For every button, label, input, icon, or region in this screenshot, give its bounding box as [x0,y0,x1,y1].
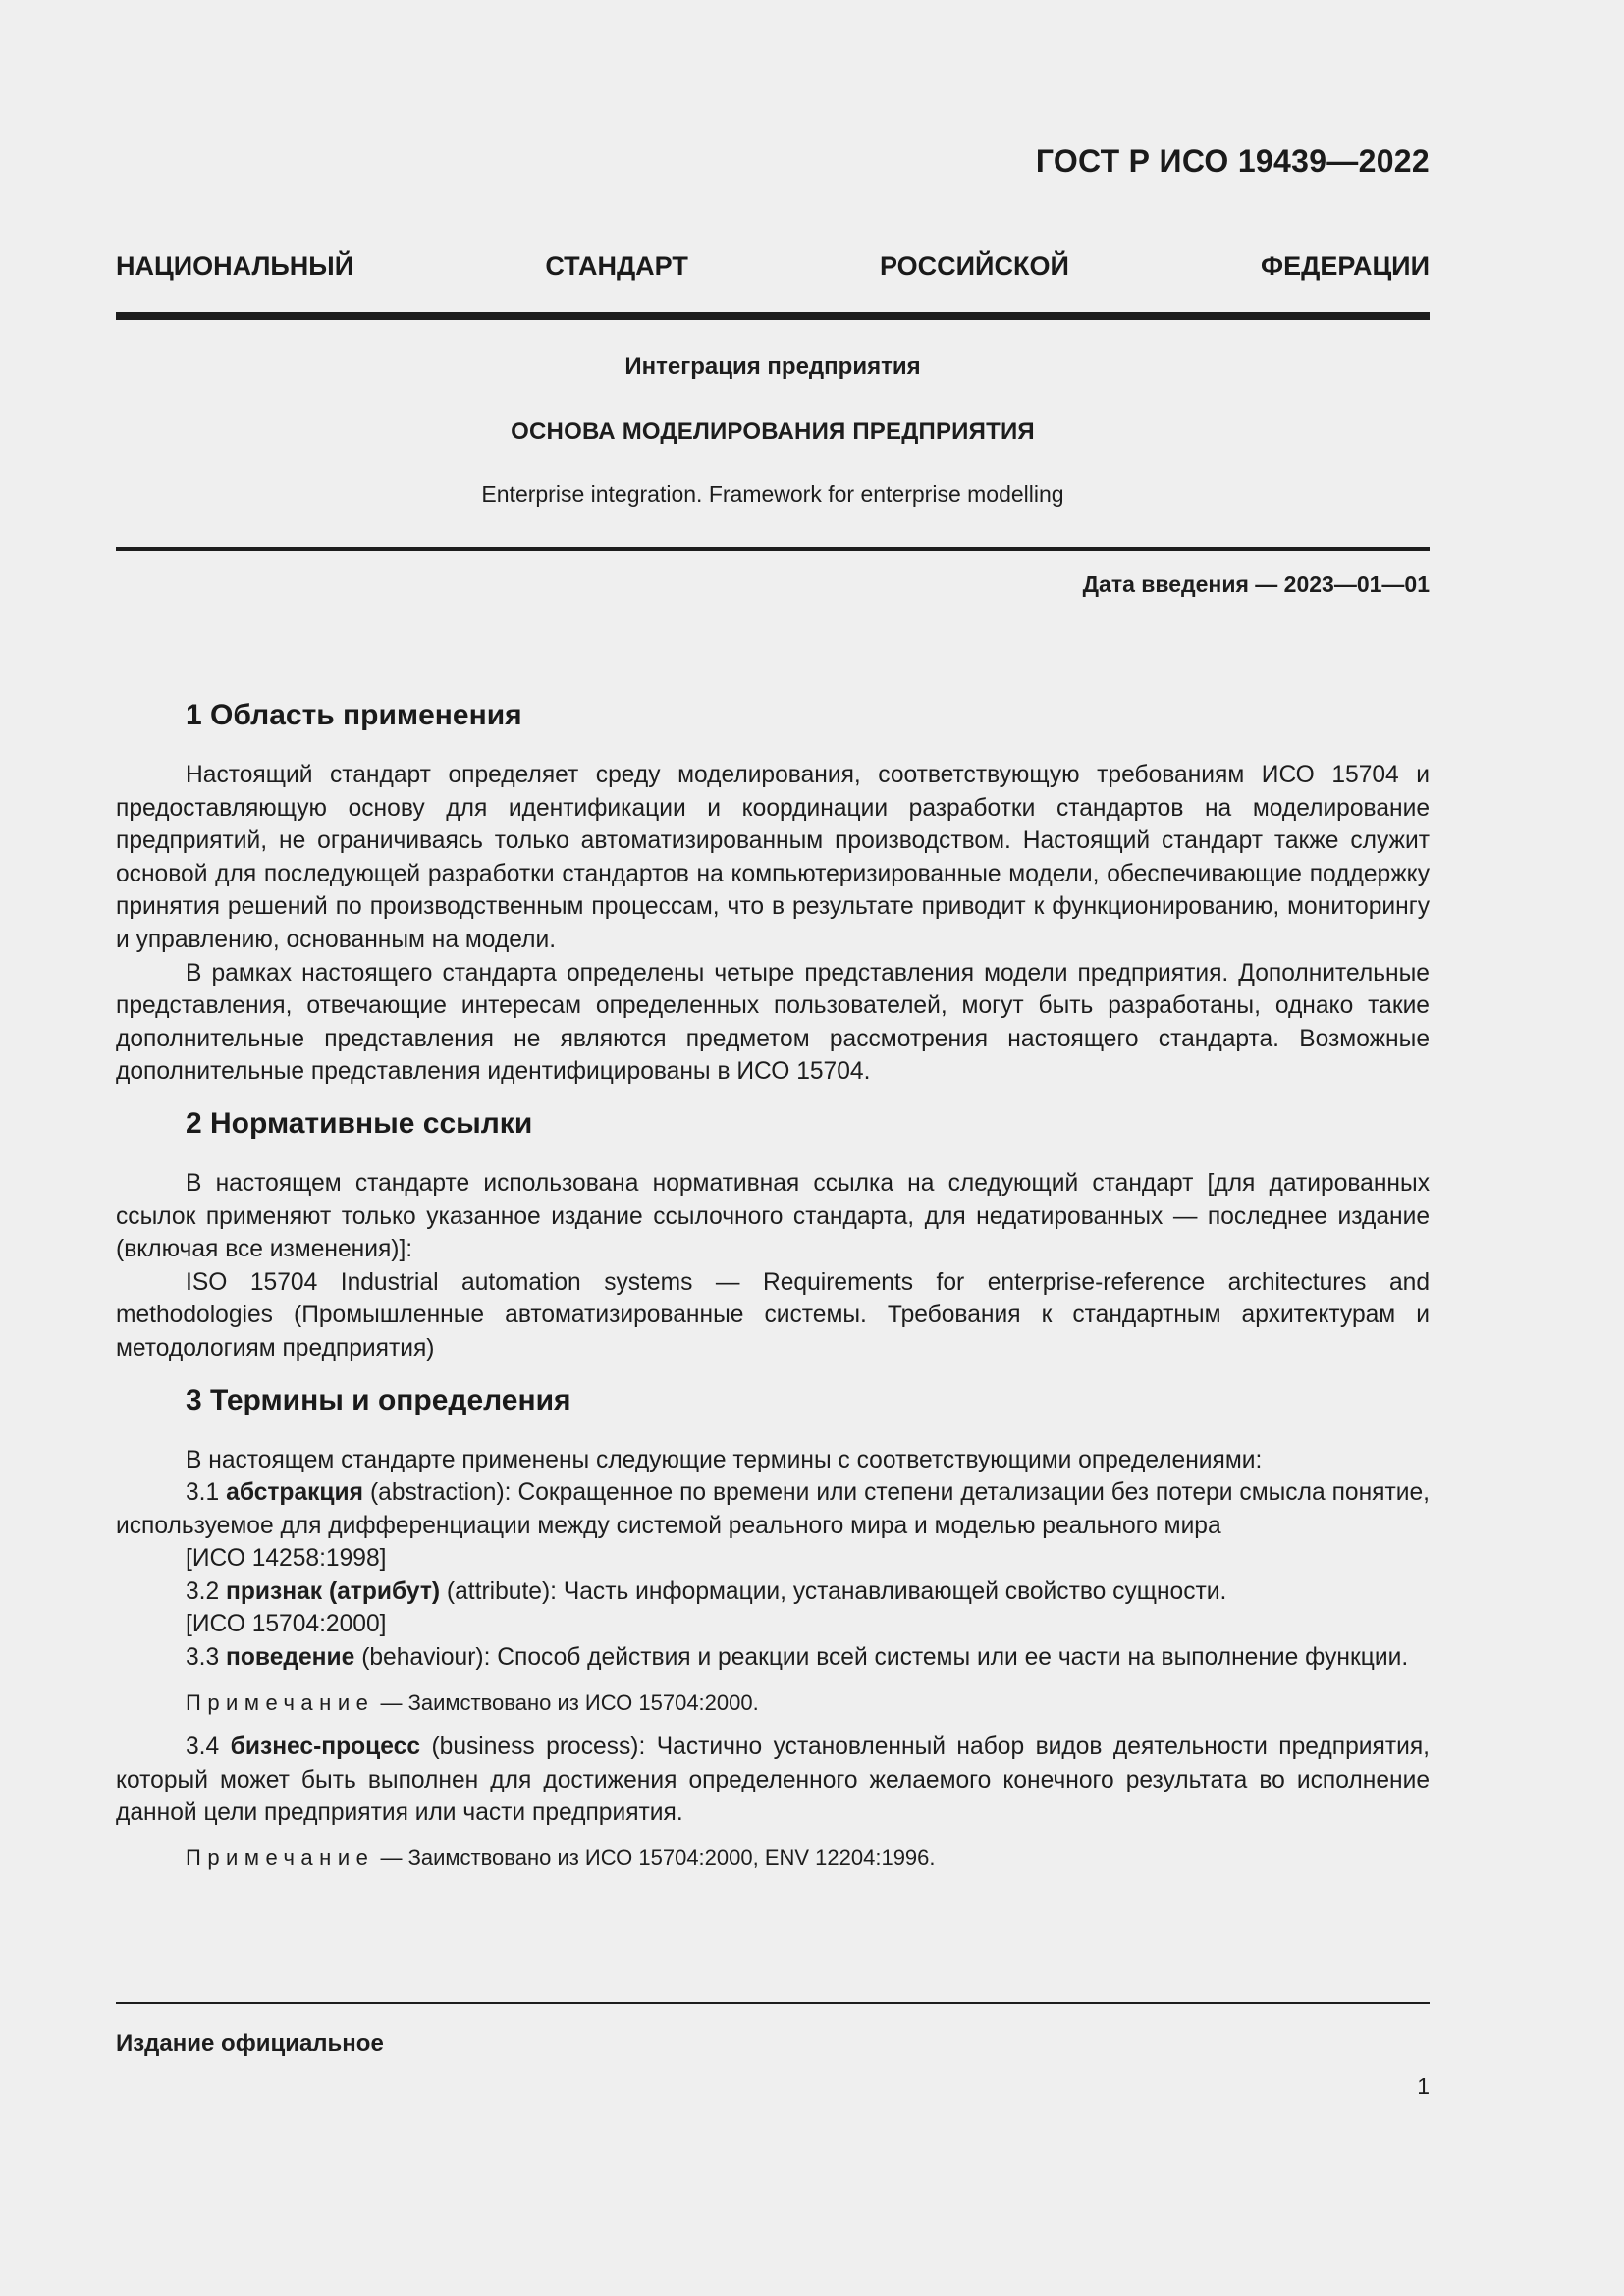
national-word-4: ФЕДЕРАЦИИ [1261,251,1430,281]
section-2-paragraph-2: ISO 15704 Industrial automation systems — Requirements for enterprise-reference architectures and methodologies (Промышленные автоматизированные системы. Требования к стандартным архитектурам и методологиям предприятия) [116,1268,1430,1362]
document-body [116,692,1430,1887]
term-3-1 [116,1476,1430,1542]
term-3-2 [116,1575,1430,1609]
term-3-2-definition: (attribute): Часть информации, устанавливающей свойство сущности. [446,1577,1227,1605]
term-3-4 [116,1731,1430,1830]
term-3-3 [116,1641,1430,1675]
term-3-3-number: 3.3 [186,1644,220,1672]
section-1-paragraph-2: В рамках настоящего стандарта определены четыре представления модели предприятия. Дополнительные представления, отвечающие интересам определенных пользователей, могут быть разработаны, однако такие дополнительные представления не являются предметом рассмотрения настоящего стандарта. Возможные дополнительные представления идентифицированы в ИСО 15704. [116,959,1430,1086]
introduction-date: Дата введения — 2023—01—01 [1082,571,1430,597]
section-2-heading: 2 Нормативные ссылки [186,1106,533,1140]
term-3-1-source: [ИСО 14258:1998] [186,1545,387,1573]
section-2-paragraph-1: В настоящем стандарте использована нормативная ссылка на следующий стандарт [для датированных ссылок применяют только указанное издание ссылочного стандарта, для недатированных — последнее издание (включая все изменения)]: [116,1169,1430,1263]
term-3-3-term: поведение [226,1644,355,1672]
term-3-2-term: признак (атрибут) [226,1577,441,1605]
term-3-2-source: [ИСО 15704:2000] [186,1611,387,1638]
term-3-4-number: 3.4 [186,1734,220,1761]
document-id: ГОСТ Р ИСО 19439—2022 [1035,143,1430,179]
national-standard-title [116,251,1430,282]
footer-divider [116,2002,1430,2004]
official-edition-label: Издание официальное [116,2030,384,2056]
term-3-1-number: 3.1 [186,1479,220,1507]
document-page [116,0,1430,2296]
section-3-intro: В настоящем стандарте применены следующие термины с соответствующими определениями: [186,1446,1263,1473]
page-number: 1 [1417,2073,1430,2099]
section-1-heading: 1 Область применения [186,699,522,731]
document-subtitle: Интеграция предприятия [624,353,921,380]
term-3-2-number: 3.2 [186,1577,220,1605]
document-english-title: Enterprise integration. Framework for enterprise modelling [481,481,1064,507]
national-word-2: СТАНДАРТ [545,251,688,281]
national-word-3: РОССИЙСКОЙ [880,251,1069,281]
term-3-1-definition: (abstraction): Сокращенное по времени или степени детализации без потери смысла понятие, используемое для дифференциации между системой реального мира и моделью реального мира [116,1479,1430,1539]
national-word-1: НАЦИОНАЛЬНЫЙ [116,251,354,281]
term-3-4-note-text: — Заимствовано из ИСО 15704:2000, ENV 12204:1996. [380,1845,936,1871]
term-3-3-note-text: — Заимствовано из ИСО 15704:2000. [380,1689,759,1715]
note-label: Примечание [186,1689,375,1715]
term-3-3-note [116,1686,1430,1720]
title-divider [116,547,1430,551]
term-3-4-term: бизнес-процесс [230,1734,420,1761]
section-3-heading: 3 Термины и определения [186,1383,571,1416]
section-1-paragraph-1: Настоящий стандарт определяет среду моделирования, соответствующую требованиям ИСО 15704 и предоставляющую основу для идентификации и координации разработки стандартов на моделирование предприятий, не ограничиваясь только автоматизированным производством. Настоящий стандарт также служит основой для последующей разработки стандартов на компьютеризированные модели, обеспечивающие поддержку принятия решений по производственным процессам, что в результате приводит к функционированию, мониторингу и управлению, основанным на модели. [116,762,1430,953]
term-3-1-term: абстракция [226,1479,364,1507]
note-label: Примечание [186,1845,375,1871]
term-3-4-note [116,1842,1430,1875]
document-main-title: ОСНОВА МОДЕЛИРОВАНИЯ ПРЕДПРИЯТИЯ [511,418,1035,445]
term-3-4-definition: (business process): Частично установленный набор видов деятельности предприятия, который может быть выполнен для достижения определенного желаемого конечного результата во исполнение данной цели предприятия или части предприятия. [116,1734,1430,1827]
header-divider [116,312,1430,320]
term-3-3-definition: (behaviour): Способ действия и реакции всей системы или ее части на выполнение функции. [361,1644,1409,1672]
